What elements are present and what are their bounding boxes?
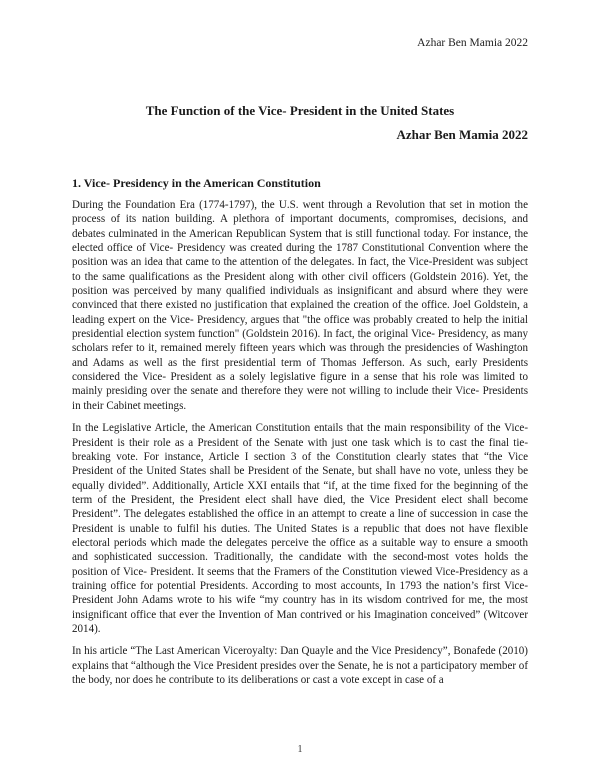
- document-author-line: Azhar Ben Mamia 2022: [396, 127, 528, 142]
- document-title: The Function of the Vice- President in the United States: [145, 103, 455, 118]
- running-header: Azhar Ben Mamia 2022: [417, 37, 528, 49]
- paragraph-2: In the Legislative Article, the American Constitution entails that the main responsibility of the Vice- President is their role as a President of the Senate with just one task which is to cast the final tie-breaking vote. For instance, Article I section 3 of the Constitution clearly states that “the Vice President of the United States shall be President of the Senate, but shall have no vote, unless they be equally divided”. Additionally, Article XXI entails that “if, at the time fixed for the beginning of the term of the President, the President elect shall have died, the Vice President elect shall become President”. The delegates established the office in an attempt to create a line of succession in case the President is unable to fulfil his duties. The United States is a republic that does not have flexible electoral periods which made the delegates perceive the office as a suitable way to ensure a smooth and sophisticated succession. Traditionally, the candidate with the second-most votes holds the position of Vice- President. It seems that the Framers of the Constitution viewed Vice-Presidency as a training office for potential Presidents. According to most accounts, In 1793 the nation’s first Vice- President John Adams wrote to his wife “my country has in its wisdom contrived for me, the most insignificant office that ever the Invention of Man contrived or his Imagination conceived” (Witcover 2014).: [72, 422, 528, 635]
- document-body: [72, 198, 528, 695]
- page-number: 1: [297, 744, 303, 755]
- paragraph-1: During the Foundation Era (1774-1797), the U.S. went through a Revolution that set in motion the process of its nation building. A plethora of important documents, compromises, decisions, and debates culminated in the American Republican System that is still functional today. For instance, the elected office of Vice- Presidency was created during the 1787 Constitutional Convention where the position was an idea that came to the attention of the delegates. In fact, the Vice-President was subject to the same qualifications as the President along with other civil officers (Goldstein 2016). Yet, the position was perceived by many qualified individuals as insignificant and absurd where they were convinced that there existed no justification that explained the creation of the office. Joel Goldstein, a leading expert on the Vice- Presidency, argues that "the office was probably created to help the initial presidential election system function" (Goldstein 2016). In fact, the original Vice- Presidency, as many scholars refer to it, remained merely fifteen years which was through the presidencies of Washington and Adams as well as the first presidential term of Thomas Jefferson. As such, early Presidents considered the Vice- President as a solely legislative figure in a sense that his role was limited to mainly presiding over the senate and therefore they were not willing to include their Vice- Presidents in their Cabinet meetings.: [72, 199, 528, 412]
- paragraph-3: In his article “The Last American Viceroyalty: Dan Quayle and the Vice Presidency”, Bonafede (2010) explains that “although the Vice President presides over the Senate, he is not a participatory member of the body, nor does he contribute to its deliberations or cast a vote except in case of a: [72, 645, 528, 686]
- section-heading: 1. Vice- Presidency in the American Constitution: [72, 176, 321, 190]
